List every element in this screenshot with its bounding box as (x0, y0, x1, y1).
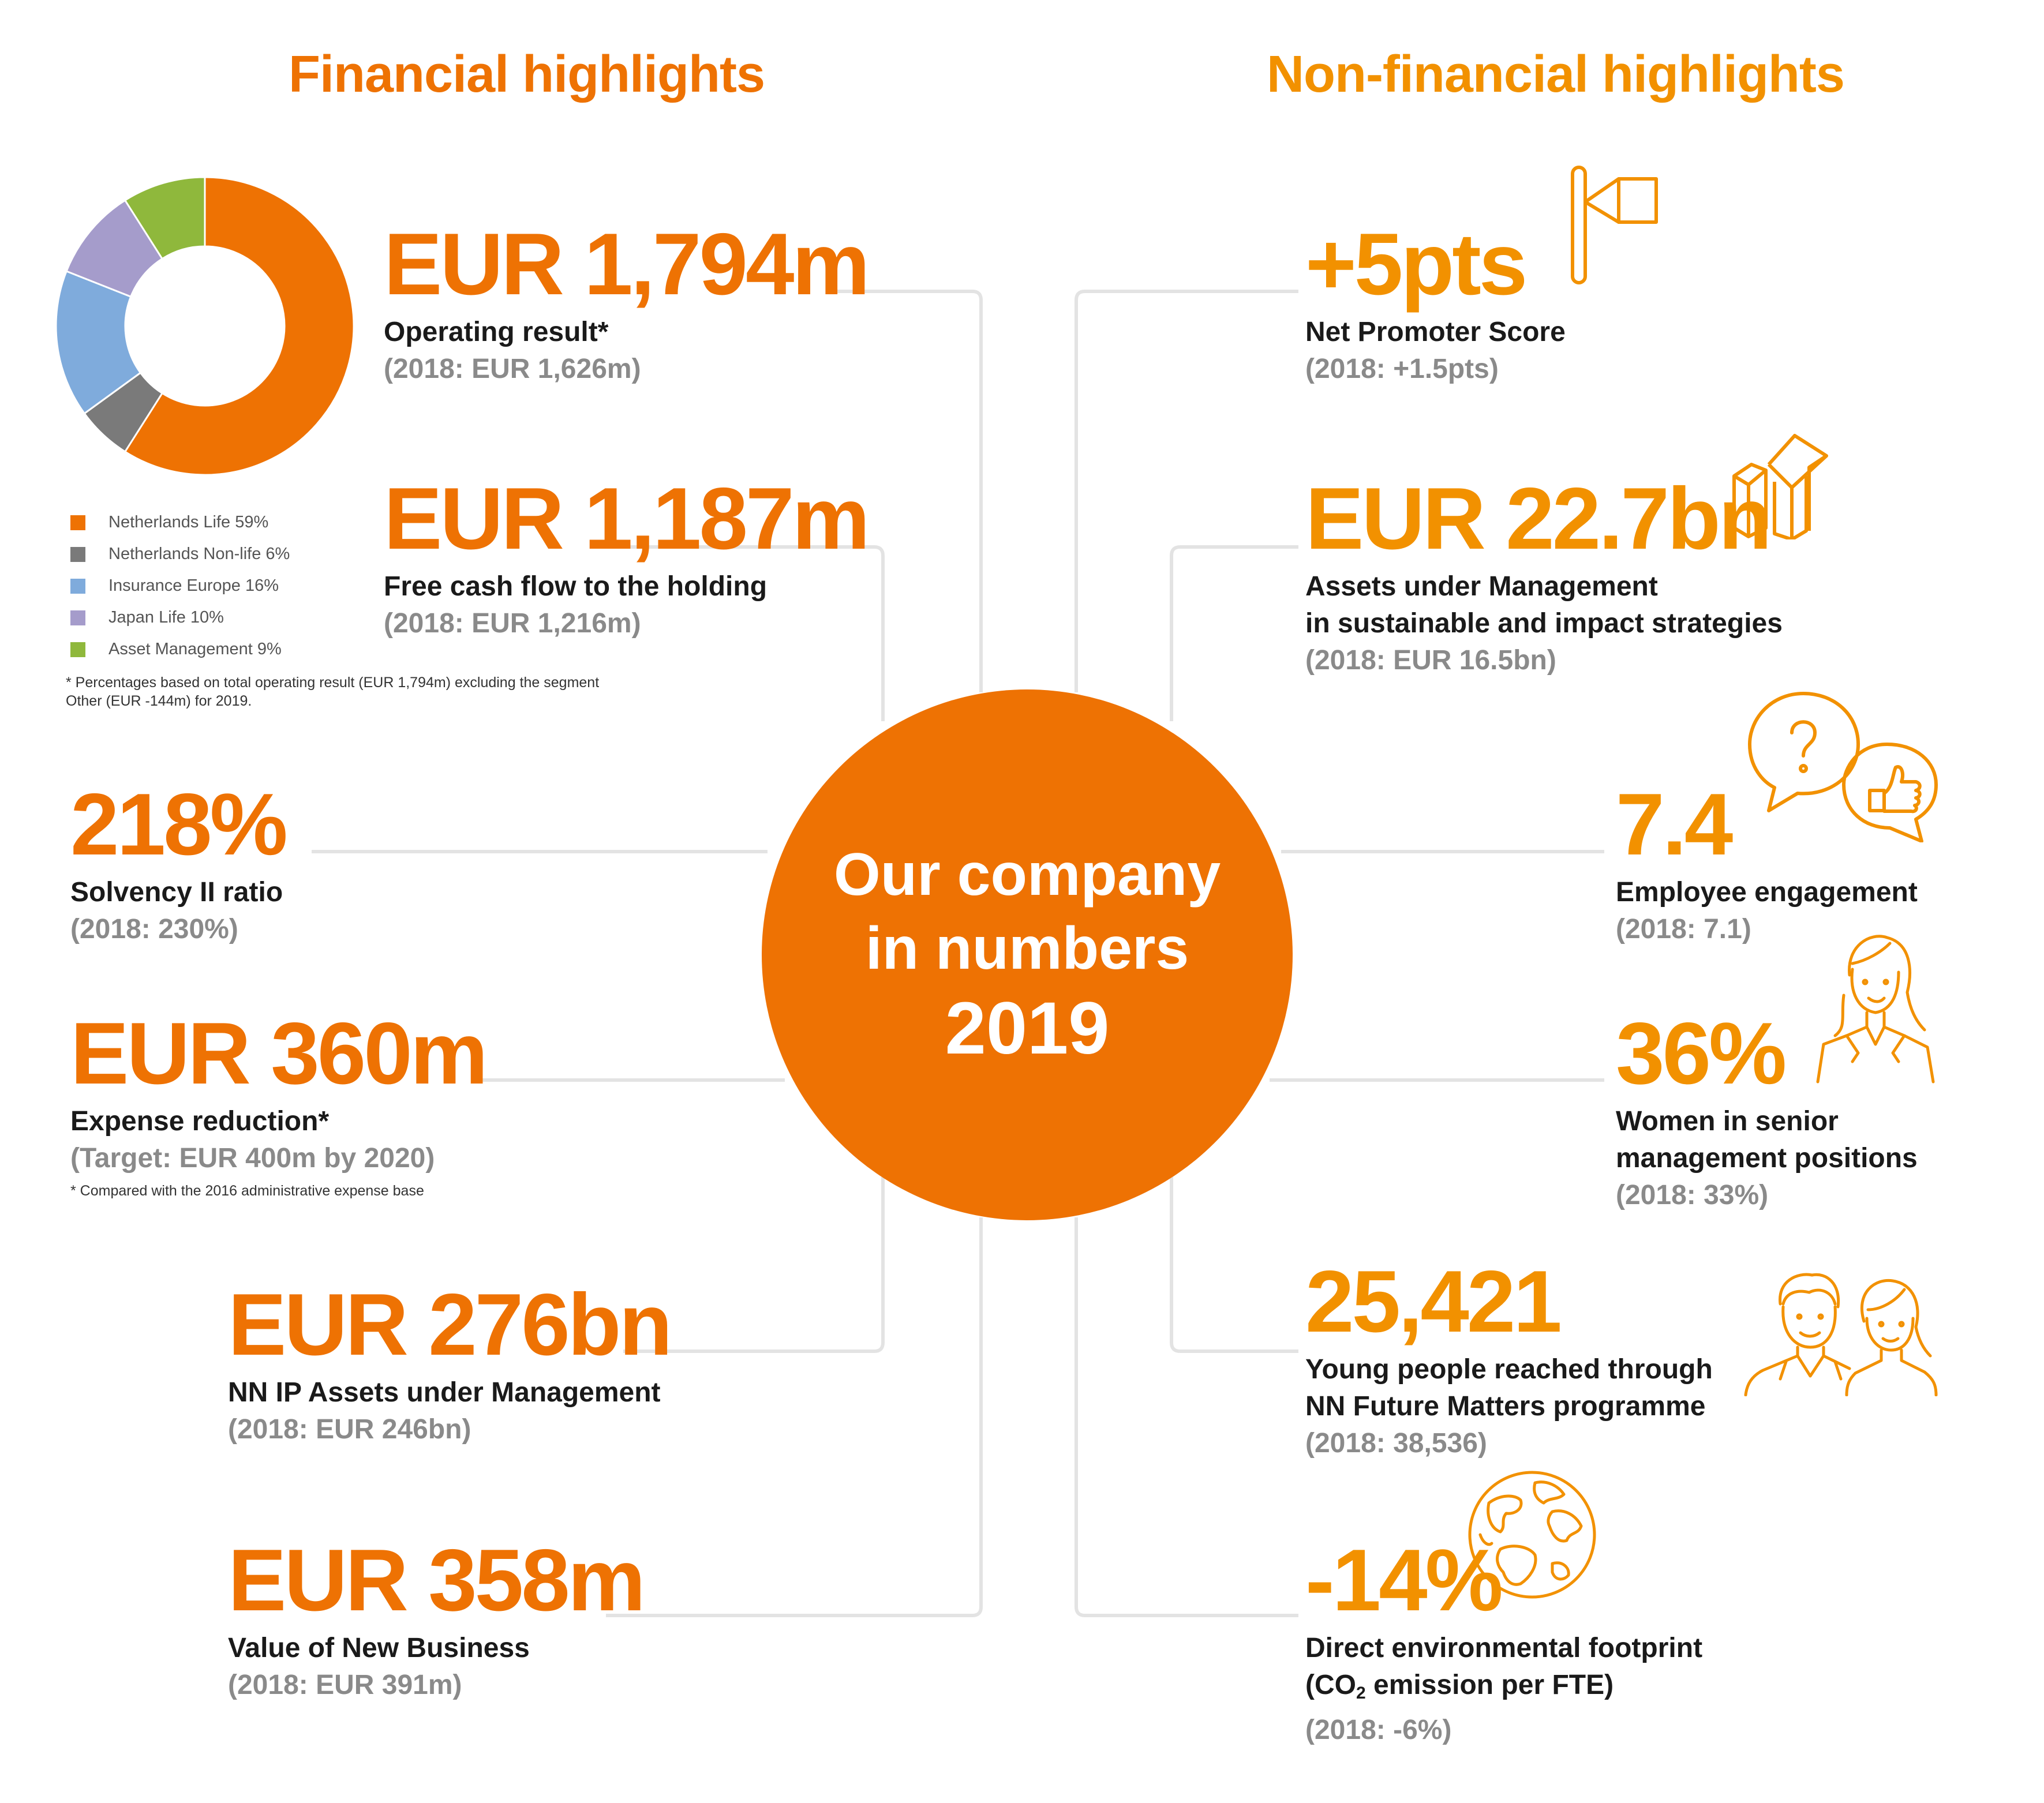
legend-label: Insurance Europe 16% (108, 576, 279, 595)
two-people-icon (1740, 1269, 1939, 1396)
young-people-label-2: NN Future Matters programme (1305, 1391, 1706, 1422)
young-people-value: 25,421 (1305, 1253, 1560, 1351)
footprint-label-2: (CO2 emission per FTE) (1305, 1670, 1614, 1703)
nps-value: +5pts (1305, 215, 1526, 313)
legend-label: Asset Management 9% (108, 640, 282, 658)
employee-engagement-value: 7.4 (1616, 775, 1731, 874)
legend-swatch (70, 642, 85, 657)
young-people-label-1: Young people reached through (1305, 1354, 1713, 1385)
sustainable-aum-label-1: Assets under Management (1305, 571, 1658, 602)
legend-label: Netherlands Non-life 6% (108, 545, 290, 563)
sustainable-aum-stat (1305, 470, 1783, 679)
operating-result-stat (384, 215, 868, 388)
operating-result-donut-chart (52, 173, 358, 479)
center-line-1: Our company (833, 841, 1221, 908)
sustainable-aum-label-2: in sustainable and impact strategies (1305, 608, 1783, 639)
center-year: 2019 (945, 987, 1110, 1070)
value-new-business-label: Value of New Business (228, 1633, 530, 1663)
operating-result-prior: (2018: EUR 1,626m) (384, 354, 641, 384)
growth-chart-icon (1728, 424, 1832, 539)
value-new-business-stat (228, 1531, 643, 1704)
free-cash-flow-prior: (2018: EUR 1,216m) (384, 608, 641, 639)
legend-label: Japan Life 10% (108, 608, 224, 627)
nn-ip-aum-label: NN IP Assets under Management (228, 1377, 661, 1408)
free-cash-flow-value: EUR 1,187m (384, 470, 868, 568)
expense-reduction-target: (Target: EUR 400m by 2020) (70, 1143, 435, 1174)
solvency-value: 218% (70, 775, 286, 874)
speech-bubbles-icon (1743, 687, 1942, 842)
center-circle (762, 689, 1293, 1220)
value-new-business-prior: (2018: EUR 391m) (228, 1670, 462, 1700)
nps-stat (1305, 215, 1566, 388)
solvency-stat (70, 775, 286, 948)
expense-reduction-footnote: * Compared with the 2016 administrative expense base (70, 1183, 424, 1199)
free-cash-flow-stat (384, 470, 868, 642)
expense-reduction-label: Expense reduction* (70, 1106, 330, 1137)
women-management-prior: (2018: 33%) (1616, 1180, 1769, 1210)
non-financial-highlights-heading: Non-financial highlights (1267, 46, 1844, 103)
nn-ip-aum-value: EUR 276bn (228, 1276, 671, 1374)
footprint-label-1: Direct environmental footprint (1305, 1633, 1703, 1663)
women-management-label-1: Women in senior (1616, 1106, 1839, 1137)
nn-ip-aum-stat (228, 1276, 671, 1448)
solvency-prior: (2018: 230%) (70, 914, 238, 944)
donut-footnote: * Percentages based on total operating result (EUR 1,794m) excluding the segment Other (EUR -144m) for 2019. (66, 674, 600, 709)
young-people-prior: (2018: 38,536) (1305, 1428, 1487, 1459)
center-line-2: in numbers (865, 915, 1189, 982)
legend-swatch (70, 547, 85, 562)
nps-prior: (2018: +1.5pts) (1305, 354, 1499, 384)
sustainable-aum-value: EUR 22.7bn (1305, 470, 1770, 568)
flag-icon (1564, 162, 1674, 288)
financial-highlights-heading: Financial highlights (289, 46, 765, 103)
nps-label: Net Promoter Score (1305, 317, 1566, 347)
legend-label: Netherlands Life 59% (108, 513, 269, 531)
woman-icon (1812, 929, 1936, 1085)
solvency-label: Solvency II ratio (70, 877, 283, 908)
legend-swatch (70, 515, 85, 530)
operating-result-value: EUR 1,794m (384, 215, 868, 313)
globe-icon (1466, 1468, 1598, 1601)
expense-reduction-stat (70, 1004, 486, 1200)
young-people-stat (1305, 1253, 1713, 1462)
legend-swatch (70, 579, 85, 594)
legend-swatch (70, 610, 85, 625)
employee-engagement-prior: (2018: 7.1) (1616, 914, 1751, 944)
free-cash-flow-label: Free cash flow to the holding (384, 571, 768, 602)
operating-result-label: Operating result* (384, 317, 609, 347)
women-management-label-2: management positions (1616, 1143, 1918, 1174)
value-new-business-value: EUR 358m (228, 1531, 643, 1629)
women-management-value: 36% (1616, 1004, 1785, 1103)
sustainable-aum-prior: (2018: EUR 16.5bn) (1305, 645, 1556, 676)
footprint-prior: (2018: -6%) (1305, 1715, 1452, 1745)
employee-engagement-label: Employee engagement (1616, 877, 1918, 908)
footprint-value: -14% (1305, 1531, 1501, 1629)
expense-reduction-value: EUR 360m (70, 1004, 486, 1103)
nn-ip-aum-prior: (2018: EUR 246bn) (228, 1414, 471, 1445)
